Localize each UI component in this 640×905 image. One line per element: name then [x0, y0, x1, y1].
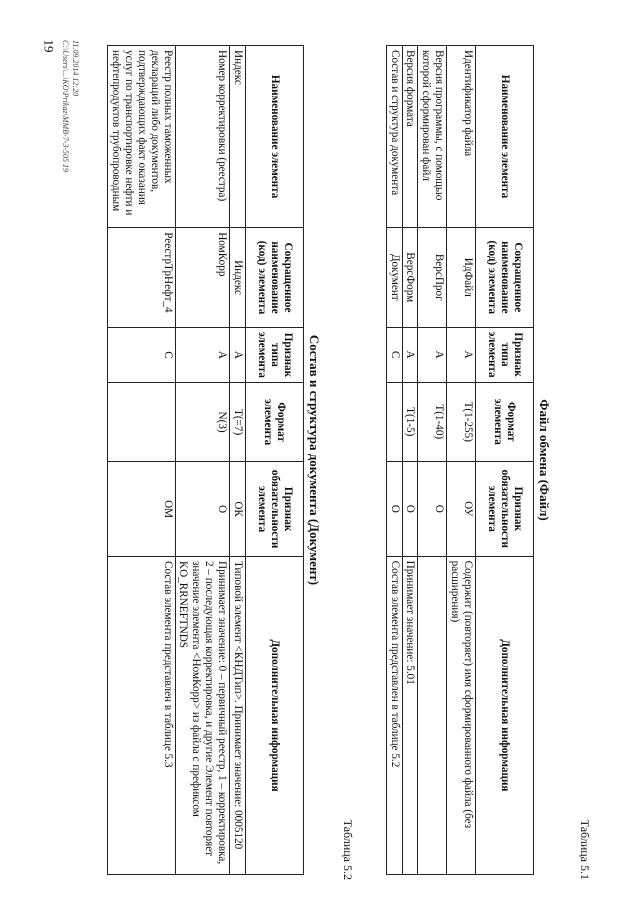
table-caption-5-2: Таблица 5.2 [341, 819, 355, 880]
table-title-5-2: Состав и структура документа (Документ) [307, 334, 322, 586]
cell-name: Индекс [230, 46, 246, 228]
cell-type: А [175, 327, 230, 382]
table-row [108, 46, 175, 875]
table-header-row [246, 46, 304, 875]
cell-required: О [418, 461, 447, 556]
table-5-1 [386, 45, 534, 875]
cell-info: Содержит (повторяет) имя сформированного файла (без расширения) [447, 556, 476, 874]
header-type: Признак типа элемента [246, 327, 304, 382]
cell-format: Т(1-5) [402, 382, 418, 461]
cell-code: Документ [386, 228, 402, 327]
cell-format: N(3) [175, 382, 230, 461]
header-format: Формат элемента [246, 382, 304, 461]
cell-code: ВерсФорм [402, 228, 418, 327]
header-name: Наименование элемента [246, 46, 304, 228]
cell-name: Версия программы, с помощью которой сформирован файл [418, 46, 447, 228]
page-number: 19 [41, 39, 57, 53]
table-row [418, 46, 447, 875]
header-type: Признак типа элемента [476, 327, 534, 382]
cell-required: ОМ [108, 462, 175, 557]
table-title-5-1: Файл обмена (Файл) [537, 399, 552, 521]
cell-required: О [386, 461, 402, 556]
header-name: Наименование элемента [476, 46, 534, 228]
table-row [402, 46, 418, 875]
header-format: Формат элемента [476, 382, 534, 461]
file-path-stamp [61, 40, 80, 172]
table-row [175, 46, 230, 875]
cell-type: А [447, 327, 476, 382]
cell-required: О [175, 462, 230, 557]
cell-required: ОУ [447, 461, 476, 556]
cell-format: Т(1-255) [447, 382, 476, 461]
cell-type: А [230, 327, 246, 382]
header-code: Сокращенное наименование (код) элемента [246, 228, 304, 328]
cell-format [386, 382, 402, 461]
header-required: Признак обязательности элемента [476, 461, 534, 556]
cell-required: ОК [230, 462, 246, 557]
cell-required: О [402, 461, 418, 556]
cell-name: Версия формата [402, 46, 418, 228]
cell-code: ИдФайл [447, 228, 476, 327]
table-row [230, 46, 246, 875]
cell-code: НомКорр [175, 228, 230, 328]
cell-type: А [418, 327, 447, 382]
cell-type: С [108, 327, 175, 382]
cell-format [108, 382, 175, 461]
table-header-row [476, 46, 534, 875]
cell-code: ВерсПрог [418, 228, 447, 327]
table-5-2 [107, 45, 304, 875]
stamp-path: C:\Users\...\KO\Prikaz\MMB-7-3-505 19 [61, 40, 71, 172]
cell-info: Принимает значение: 0 – первичный реестр, 1 – корректировка, 2 – последующая корректировка, и другие Элемент повторяет значение элемента <НомКорр> из файла с префиксом KO_RRNEFTNDS [175, 556, 230, 874]
cell-type: А [402, 327, 418, 382]
cell-code: РеестрТрНефт_4 [108, 228, 175, 328]
table-row [447, 46, 476, 875]
header-info: Дополнительная информация [246, 556, 304, 874]
cell-name: Реестр полных таможенных деклараций либо документов, подтверждающих факт оказания услуг по транспортировке нефти и нефтепродуктов трубопроводным [108, 46, 175, 228]
stamp-date: 11.09.2014 12:20 [71, 40, 80, 97]
cell-format: Т(=7) [230, 382, 246, 461]
cell-code: Индекс [230, 228, 246, 328]
cell-type: С [386, 327, 402, 382]
cell-name: Состав и структура документа [386, 46, 402, 228]
cell-name: Идентификатор файла [447, 46, 476, 228]
cell-name: Номер корректировки (реестра) [175, 46, 230, 228]
header-code: Сокращенное наименование (код) элемента [476, 228, 534, 327]
cell-info: Состав элемента представлен в таблице 5.3 [108, 556, 175, 874]
rotated-page-content [40, 30, 600, 890]
cell-info: Состав элемента представлен в таблице 5.2 [386, 556, 402, 874]
table-caption-5-1: Таблица 5.1 [578, 819, 592, 880]
cell-info [418, 556, 447, 874]
cell-format: Т(1-40) [418, 382, 447, 461]
header-info: Дополнительная информация [476, 556, 534, 874]
table-row [386, 46, 402, 875]
header-required: Признак обязательности элемента [246, 462, 304, 557]
cell-info: Типовой элемент <КНДТип>. Принимает значение: 0005120 [230, 556, 246, 874]
cell-info: Принимает значение: 5.01 [402, 556, 418, 874]
